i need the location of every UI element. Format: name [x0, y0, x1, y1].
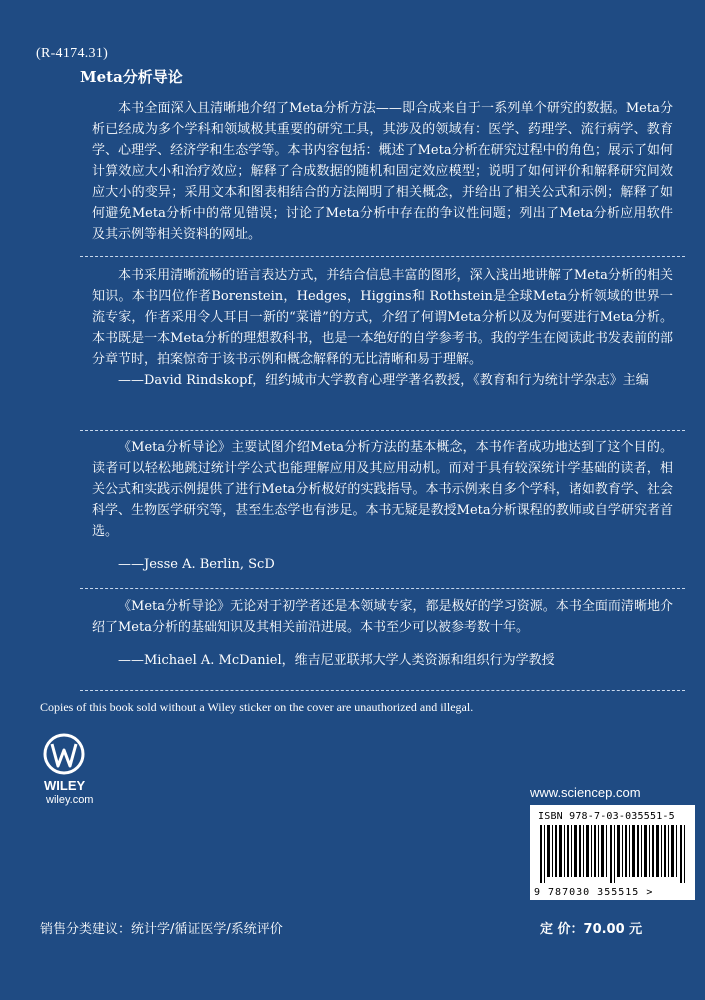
section-divider: [80, 588, 685, 589]
publisher-url[interactable]: wiley.com: [46, 794, 94, 806]
section-divider: [80, 256, 685, 257]
description-section-1: [80, 98, 685, 245]
book-title: Meta分析导论: [80, 68, 183, 86]
review-attribution: ——David Rindskopf，纽约城市大学教育心理学著名教授，《教育和行为统计学杂志》主编: [118, 373, 649, 388]
isbn-text: ISBN 978-7-03-035551-5: [538, 811, 675, 822]
copies-note: Copies of this book sold without a Wiley sticker on the cover are unauthorized and illegal.: [40, 700, 474, 714]
review-section-4: [80, 596, 685, 671]
review-attribution: ——Michael A. McDaniel，维吉尼亚联邦大学人类资源和组织行为学教授: [118, 653, 555, 668]
section-paragraph: 《Meta分析导论》无论对于初学者还是本领域专家，都是极好的学习资源。本书全面而清晰地介绍了Meta分析的基础知识及其相关前沿进展。本书至少可以被参考数十年。: [92, 599, 673, 635]
review-attribution: ——Jesse A. Berlin, ScD: [118, 557, 275, 572]
science-press-url[interactable]: www.sciencep.com: [530, 785, 641, 800]
barcode-box: [530, 805, 695, 900]
barcode-icon: [538, 825, 688, 883]
section-paragraph: 本书全面深入且清晰地介绍了Meta分析方法——即合成来自于一系列单个研究的数据。Meta分析已经成为多个学科和领域极其重要的研究工具，其涉及的领域有：医学、药理学、流行病学、教育学、心理学、经济学和生态学等。本书内容包括：概述了Meta分析在研究过程中的角色；展示了如何计算效应大小和治疗效应；解释了合成数据的随机和固定效应模型；说明了如何评价和解释研究间效应大小的变异；采用文本和图表相结合的方法阐明了相关概念，并给出了相关公式和示例；解释了如何避免Meta分析中的常见错误；讨论了Meta分析中存在的争议性问题；列出了Meta分析应用软件及其示例等相关资料的网址。: [92, 101, 673, 242]
barcode-digits: 9 787030 355515 >: [534, 887, 654, 898]
publisher-name: WILEY: [44, 778, 86, 793]
section-paragraph: 本书采用清晰流畅的语言表达方式，并结合信息丰富的图形，深入浅出地讲解了Meta分析的相关知识。本书四位作者Borenstein，Hedges，Higgins和 Rothstein是全球Meta分析领域的世界一流专家，作者采用令人耳目一新的“菜谱”的方式，介绍了何谓Meta分析以及为何要进行Meta分析。本书既是一本Meta分析的理想教科书，也是一本绝好的自学参考书。我的学生在阅读此书发表前的部分章节时，拍案惊奇于该书示例和概念解释的无比清晰和易于理解。: [92, 268, 673, 367]
catalog-code: (R-4174.31): [36, 46, 109, 61]
review-section-3: [80, 437, 685, 575]
sales-category: 销售分类建议：统计学/循证医学/系统评价: [40, 922, 283, 937]
section-divider: [80, 430, 685, 431]
price: 定 价：70.00 元: [540, 922, 643, 937]
section-divider: [80, 690, 685, 691]
section-paragraph: 《Meta分析导论》主要试图介绍Meta分析方法的基本概念，本书作者成功地达到了这个目的。读者可以轻松地跳过统计学公式也能理解应用及其应用动机。而对于具有较深统计学基础的读者，相关公式和实践示例提供了进行Meta分析极好的实践指导。本书示例来自多个学科，诸如教育学、社会科学、生物医学研究等，甚至生态学也有涉足。本书无疑是教授Meta分析课程的教师或自学研究者首选。: [92, 440, 673, 539]
review-section-2: [80, 265, 685, 391]
